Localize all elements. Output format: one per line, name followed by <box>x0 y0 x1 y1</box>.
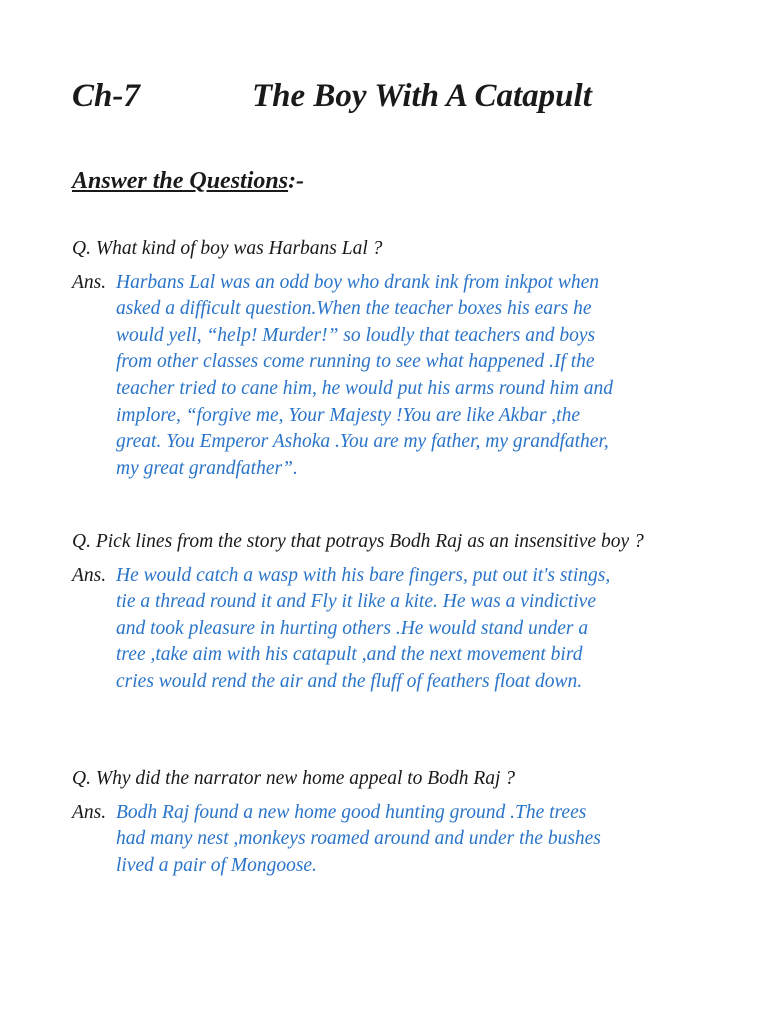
answer-2 <box>72 563 712 696</box>
answer-line: tie a thread round it and Fly it like a kite. He was a vindictive <box>116 591 596 613</box>
answer-line: would yell, “help! Murder!” so loudly that teachers and boys <box>116 324 596 346</box>
answer-line: Harbans Lal was an odd boy who drank ink from inkpot when <box>116 271 599 293</box>
question-3: Q. Why did the narrator new home appeal to Bodh Raj ? <box>72 768 516 789</box>
qa-block-3 <box>72 766 712 879</box>
answer-line: asked a difficult question.When the teacher boxes his ears he <box>116 298 592 320</box>
answer-line: lived a pair of Mongoose. <box>116 854 317 876</box>
answer-line: great. You Emperor Ashoka .You are my father, my grandfather, <box>116 431 609 453</box>
answer-line: cries would rend the air and the fluff of feathers float down. <box>116 670 583 692</box>
qa-block-2 <box>72 529 712 696</box>
answer-prefix: Ans. <box>72 271 107 293</box>
answer-prefix: Ans. <box>72 564 107 586</box>
answer-line: tree ,take aim with his catapult ,and the next movement bird <box>116 644 583 666</box>
answer-1 <box>72 270 712 483</box>
answer-3 <box>72 800 712 880</box>
answer-prefix: Ans. <box>72 801 107 823</box>
story-title: The Boy With A Catapult <box>252 78 592 114</box>
answer-line: had many nest ,monkeys roamed around and under the bushes <box>116 828 601 850</box>
answer-line: my great grandfather”. <box>116 457 298 479</box>
chapter-number: Ch-7 <box>72 78 140 114</box>
question-2: Q. Pick lines from the story that potrays Bodh Raj as an insensitive boy ? <box>72 531 644 552</box>
answer-line: and took pleasure in hurting others .He would stand under a <box>116 617 589 639</box>
answer-line: implore, “forgive me, Your Majesty !You are like Akbar ,the <box>116 404 580 426</box>
answer-line: Bodh Raj found a new home good hunting ground .The trees <box>116 801 587 823</box>
section-heading-text: Answer the Questions <box>72 168 289 194</box>
answer-line: He would catch a wasp with his bare fingers, put out it's stings, <box>116 564 611 586</box>
section-heading-suffix: :- <box>288 168 305 194</box>
section-heading <box>72 165 304 197</box>
answer-line: teacher tried to cane him, he would put his arms round him and <box>116 377 614 399</box>
answer-line: from other classes come running to see what happened .If the <box>116 351 595 373</box>
qa-block-1 <box>72 236 712 482</box>
question-1: Q. What kind of boy was Harbans Lal ? <box>72 238 383 259</box>
